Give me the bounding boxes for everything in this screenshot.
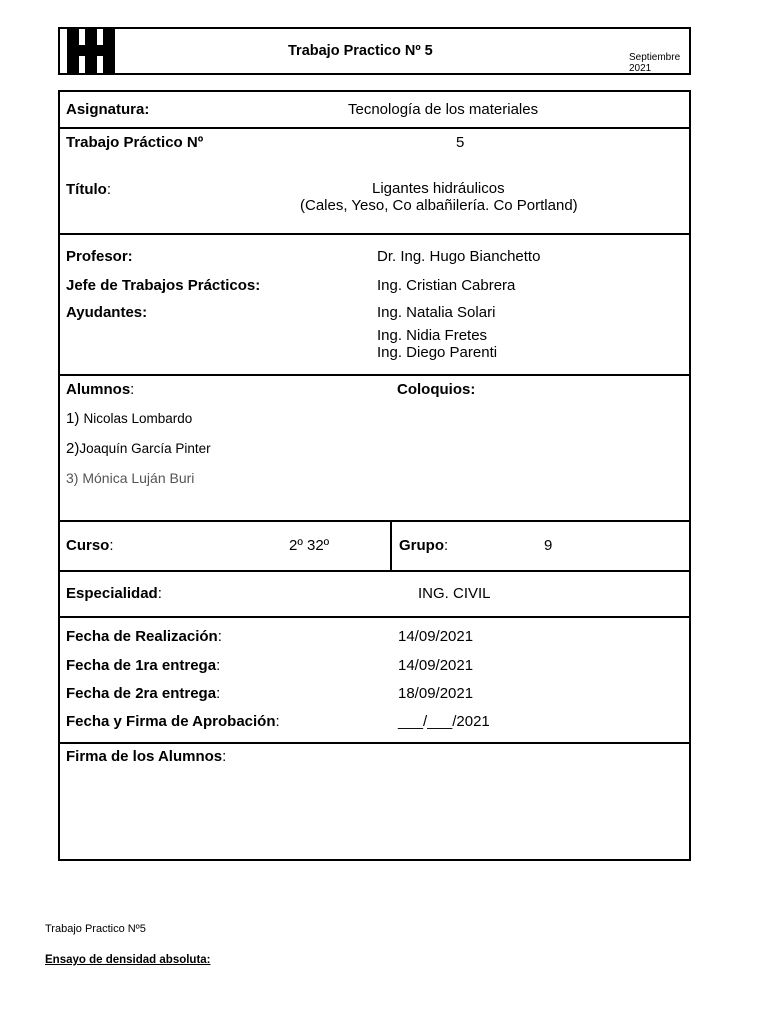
- especialidad-value: ING. CIVIL: [418, 585, 491, 602]
- fecha-1ra-entrega-value: 14/09/2021: [398, 657, 474, 674]
- grupo-value: 9: [544, 537, 553, 554]
- curso-label-text: Curso: [66, 537, 110, 554]
- especialidad-suffix: :: [157, 585, 162, 602]
- curso-value: 2º 32º: [289, 537, 330, 554]
- ayudante-3: Ing. Diego Parenti: [377, 344, 498, 361]
- fecha-1ra-entrega-label: [66, 657, 220, 674]
- footer-section-heading: Ensayo de densidad absoluta:: [45, 954, 211, 966]
- fecha-realizacion-label: [66, 628, 222, 645]
- fecha-aprobacion-value: ___/___/2021: [398, 713, 490, 730]
- student-number: 2): [66, 440, 80, 457]
- list-item: [66, 470, 194, 486]
- divider: [58, 520, 691, 522]
- especialidad-label-text: Especialidad: [66, 585, 158, 602]
- list-item: [66, 440, 211, 457]
- alumnos-label-text: Alumnos: [66, 381, 131, 398]
- divider: [58, 127, 691, 129]
- curso-grupo-divider: [390, 520, 392, 571]
- jtp-value: Ing. Cristian Cabrera: [377, 277, 516, 294]
- firma-suffix: :: [222, 748, 227, 765]
- grupo-label: [399, 537, 448, 554]
- student-name: Joaquín García Pinter: [79, 441, 211, 456]
- student-number: 1): [66, 410, 80, 427]
- grupo-label-text: Grupo: [399, 537, 444, 554]
- fecha-suffix: :: [216, 657, 221, 674]
- fecha-aprobacion-label: [66, 713, 280, 730]
- footer-title: Trabajo Practico Nº5: [45, 923, 146, 935]
- divider: [58, 742, 691, 744]
- divider: [58, 616, 691, 618]
- profesor-value: Dr. Ing. Hugo Bianchetto: [377, 248, 541, 265]
- divider: [58, 374, 691, 376]
- fecha-suffix: :: [216, 685, 221, 702]
- ayudante-2: Ing. Nidia Fretes: [377, 327, 488, 344]
- fecha-realizacion-value: 14/09/2021: [398, 628, 474, 645]
- ayudante-1: Ing. Natalia Solari: [377, 304, 496, 321]
- utn-logo-icon: [67, 29, 115, 73]
- coloquios-label: Coloquios:: [397, 381, 476, 398]
- divider: [58, 570, 691, 572]
- header-date-year: 2021: [629, 63, 652, 74]
- fecha-suffix: :: [275, 713, 280, 730]
- firma-label-text: Firma de los Alumnos: [66, 748, 223, 765]
- fecha-label-text: Fecha y Firma de Aprobación: [66, 713, 276, 730]
- firma-alumnos-label: [66, 748, 226, 765]
- fecha-label-text: Fecha de 2ra entrega: [66, 685, 217, 702]
- ayudantes-label: Ayudantes:: [66, 304, 148, 321]
- grupo-suffix: :: [444, 537, 449, 554]
- titulo-suffix: :: [106, 181, 111, 198]
- header-date-month: Septiembre: [629, 52, 681, 63]
- fecha-suffix: :: [217, 628, 222, 645]
- fecha-label-text: Fecha de 1ra entrega: [66, 657, 217, 674]
- fecha-2ra-entrega-value: 18/09/2021: [398, 685, 474, 702]
- tp-value: 5: [456, 134, 465, 151]
- jtp-label: Jefe de Trabajos Prácticos:: [66, 277, 261, 294]
- alumnos-label: [66, 381, 134, 398]
- list-item: [66, 410, 192, 427]
- asignatura-label: Asignatura:: [66, 101, 150, 118]
- alumnos-suffix: :: [130, 381, 135, 398]
- titulo-line2: (Cales, Yeso, Co albañilería. Co Portland): [300, 197, 578, 214]
- titulo-label-text: Título: [66, 181, 107, 198]
- fecha-2ra-entrega-label: [66, 685, 220, 702]
- titulo-label: [66, 181, 111, 198]
- curso-suffix: :: [109, 537, 114, 554]
- student-name: Mónica Luján Buri: [82, 470, 195, 486]
- student-name: Nicolas Lombardo: [83, 411, 193, 426]
- especialidad-label: [66, 585, 162, 602]
- asignatura-value: Tecnología de los materiales: [348, 101, 539, 118]
- curso-label: [66, 537, 114, 554]
- profesor-label: Profesor:: [66, 248, 133, 265]
- divider: [58, 233, 691, 235]
- header-title: Trabajo Practico Nº 5: [288, 43, 433, 59]
- student-number: 3): [66, 470, 79, 486]
- fecha-label-text: Fecha de Realización: [66, 628, 218, 645]
- tp-label: Trabajo Práctico Nº: [66, 134, 204, 151]
- titulo-line1: Ligantes hidráulicos: [372, 180, 505, 197]
